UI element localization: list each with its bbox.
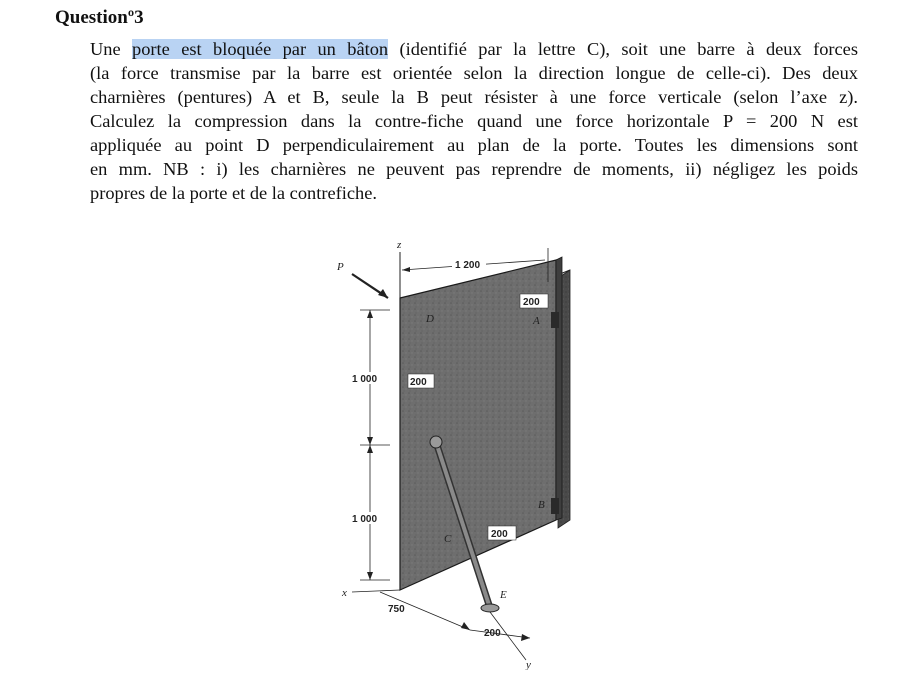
label-d: D	[426, 313, 434, 325]
question-line-7: propres de la porte et de la contrefiche.	[90, 183, 377, 203]
label-b: B	[538, 499, 545, 511]
x-axis	[341, 587, 400, 599]
dim-point-d	[408, 374, 434, 388]
door-strut-figure	[330, 230, 600, 670]
question-line-1-after: (identifié par la lettre C), soit une barre à deux forces	[388, 39, 858, 59]
label-x: x	[342, 587, 347, 599]
dim-200-a: 200	[523, 297, 540, 308]
dim-200-floor: 200	[484, 628, 501, 639]
label-p: P	[337, 261, 344, 273]
dim-floor-x	[380, 592, 470, 630]
force-p-arrow	[336, 261, 388, 298]
dim-1200: 1 200	[455, 260, 481, 271]
label-e: E	[500, 589, 507, 601]
label-c: C	[444, 533, 452, 545]
question-line-5: appliquée au point D perpendiculairement au plan de la porte. Toutes les dimensions sont	[90, 135, 858, 155]
hinge-b	[551, 498, 559, 514]
highlighted-text[interactable]: porte est bloquée par un bâton	[132, 39, 389, 59]
label-y: y	[526, 659, 531, 670]
dim-1000-lower: 1 000	[352, 514, 378, 525]
question-line-6: en mm. NB : i) les charnières ne peuvent pas reprendre de moments, ii) négligez les poids	[90, 159, 858, 179]
dim-200-d: 200	[410, 377, 427, 388]
question-line-2: (la force transmise par la barre est orientée selon la direction longue de celle-ci). Des deux	[90, 63, 858, 83]
dim-1000-upper: 1 000	[352, 374, 378, 385]
hinge-a	[551, 312, 559, 328]
z-axis	[396, 239, 402, 298]
question-body	[90, 37, 858, 205]
question-line-3: charnières (pentures) A et B, seule la B peut résister à une force verticale (selon l’axe z).	[90, 87, 858, 107]
dim-200-b: 200	[491, 529, 508, 540]
dim-hinge-b	[488, 526, 516, 540]
question-line-1	[90, 37, 858, 61]
question-line-1-before: Une	[90, 39, 133, 59]
label-z: z	[397, 239, 402, 251]
dim-left-vertical	[350, 310, 390, 580]
label-a: A	[533, 315, 540, 327]
dim-floor-y	[470, 612, 531, 670]
question-title: Questionº3	[55, 7, 144, 28]
dim-750: 750	[388, 604, 405, 615]
question-line-4: Calculez la compression dans la contre-fiche quand une force horizontale P = 200 N est	[90, 111, 858, 131]
